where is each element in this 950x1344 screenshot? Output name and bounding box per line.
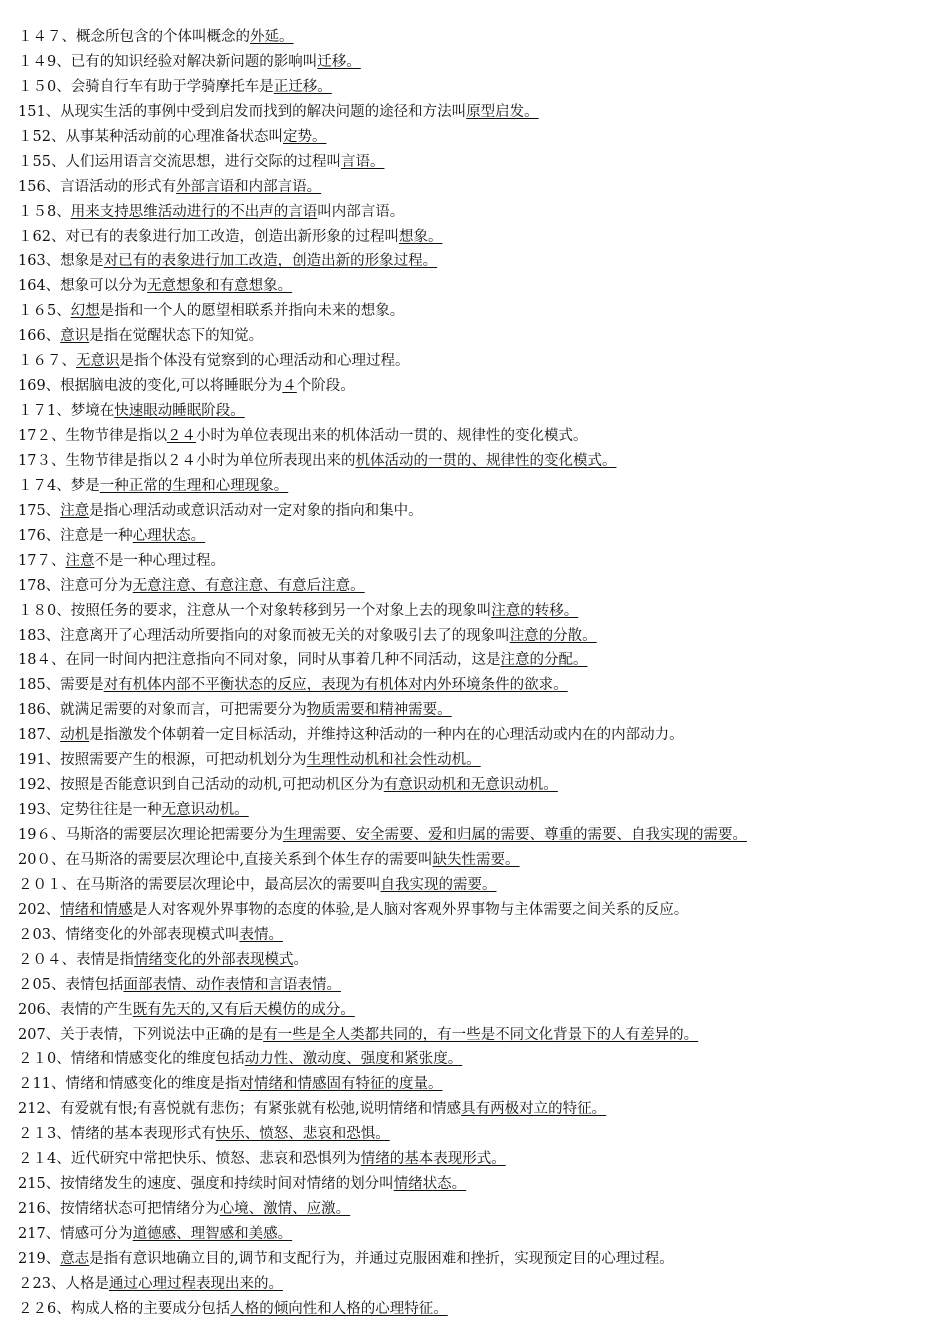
text-line [18, 125, 938, 150]
underlined-answer: 面部表情、动作表情和言语表情。 [123, 976, 341, 993]
text-line [18, 624, 938, 649]
underlined-answer: 外部言语和内部言语。 [176, 178, 322, 195]
text-segment: １55、人们运用语言交流思想，进行交际的过程叫 [18, 153, 341, 170]
text-segment: 是指个体没有觉察到的心理活动和心理过程。 [119, 353, 410, 370]
text-line [18, 574, 938, 599]
underlined-answer: 快乐、愤怒、悲哀和恐惧。 [215, 1126, 390, 1143]
underlined-answer: 注意的分配。 [500, 652, 588, 669]
text-segment: 206、表情的产生 [18, 1001, 133, 1018]
text-line [18, 324, 938, 349]
text-segment: 178、注意可分为 [18, 577, 133, 594]
text-line [18, 1097, 938, 1122]
underlined-answer: 心境、激情、应激。 [219, 1201, 351, 1218]
text-segment: 175、 [18, 502, 61, 519]
text-line [18, 50, 938, 75]
text-line [18, 474, 938, 499]
text-segment: 192、按照是否能意识到自己活动的动机,可把动机区分为 [18, 777, 384, 794]
text-line [18, 274, 938, 299]
text-segment: 151、从现实生活的事例中受到启发而找到的解决问题的途径和方法叫 [18, 103, 467, 120]
text-line [18, 1272, 938, 1297]
underlined-answer: 一种正常的生理和心理现象。 [99, 477, 289, 494]
text-line [18, 499, 938, 524]
text-segment: ２１0、情绪和情感变化的维度包括 [18, 1051, 245, 1068]
text-line [18, 25, 938, 50]
underlined-answer: 想象。 [398, 228, 443, 245]
text-line [18, 873, 938, 898]
text-line [18, 1222, 938, 1247]
underlined-answer: 通过心理过程表现出来的。 [108, 1275, 283, 1292]
text-line [18, 948, 938, 973]
text-segment: 183、注意离开了心理活动所要指向的对象而被无关的对象吸引去了的现象叫 [18, 627, 510, 644]
text-line [18, 898, 938, 923]
underlined-answer: 对有机体内部不平衡状态的反应，表现为有机体对内外环境条件的欲求。 [103, 677, 568, 694]
underlined-answer: 自我实现的需要。 [380, 876, 497, 893]
text-segment: １７4、梦是 [18, 477, 100, 494]
underlined-answer: 动机 [60, 727, 90, 744]
underlined-answer: 意志 [60, 1250, 90, 1267]
underlined-answer: 注意 [65, 552, 95, 569]
text-segment: １６5、 [18, 303, 71, 320]
underlined-answer: 快速眼动睡眠阶段。 [114, 403, 245, 420]
text-segment: １７1、梦境在 [18, 403, 115, 420]
text-segment: ２11、情绪和情感变化的维度是指 [18, 1076, 240, 1093]
text-segment: １５0、会骑自行车有助于学骑摩托车是 [18, 78, 274, 95]
text-line [18, 75, 938, 100]
underlined-answer: 用来支持思维活动进行的不出声的言语 [70, 203, 318, 220]
underlined-answer: 注意的分散。 [509, 627, 597, 644]
text-segment: 202、 [18, 901, 61, 918]
text-segment: 164、想象可以分为 [18, 278, 148, 295]
underlined-answer: 外延。 [250, 29, 294, 45]
text-line [18, 200, 938, 225]
text-segment: 216、按情绪状态可把情绪分为 [18, 1201, 220, 1218]
text-segment: ２05、表情包括 [18, 976, 124, 993]
underlined-answer: 无意识 [76, 353, 120, 370]
text-segment: 是人对客观外界事物的态度的体验,是人脑对客观外界事物与主体需要之间关系的反应。 [132, 901, 689, 918]
text-line [18, 1147, 938, 1172]
text-line [18, 100, 938, 125]
text-line [18, 848, 938, 873]
underlined-answer: 对情绪和情感固有特征的度量。 [239, 1076, 443, 1093]
underlined-answer: 注意的转移。 [491, 602, 579, 619]
text-line [18, 698, 938, 723]
underlined-answer: 情绪状态。 [393, 1176, 467, 1193]
underlined-answer: 人格的倾向性和人格的心理特征。 [230, 1300, 448, 1317]
text-segment: ２２6、构成人格的主要成分包括 [18, 1300, 231, 1317]
text-segment: 17２、生物节律是指以 [18, 428, 167, 444]
text-line [18, 1247, 938, 1272]
text-segment: ２23、人格是 [18, 1275, 109, 1292]
underlined-answer: 无意想象和有意想象。 [147, 278, 293, 295]
text-segment: 是指激发个体朝着一定目标活动，并维持这种活动的一种内在的心理活动或内在的内部动力。 [89, 727, 684, 744]
text-line [18, 1172, 938, 1197]
text-segment: ２０１、在马斯洛的需要层次理论中，最高层次的需要叫 [18, 876, 381, 893]
text-segment: 个阶段。 [296, 378, 355, 395]
text-segment: 是指在觉醒状态下的知觉。 [89, 328, 264, 345]
text-segment: 191、按照需要产生的根源，可把动机划分为 [18, 752, 307, 769]
underlined-answer: 幻想 [70, 303, 100, 320]
underlined-answer: 对已有的表象进行加工改造，创造出新的形象过程。 [103, 253, 438, 270]
text-line [18, 599, 938, 624]
text-segment: 19６、马斯洛的需要层次理论把需要分为 [18, 827, 283, 843]
text-segment: 163、想象是 [18, 253, 104, 270]
text-segment: 212、有爱就有恨;有喜悦就有悲伤；有紧张就有松弛,说明情绪和情感 [18, 1101, 462, 1118]
text-line [18, 549, 938, 574]
text-segment: 不是一种心理过程。 [94, 552, 225, 569]
text-line [18, 923, 938, 948]
text-line [18, 998, 938, 1023]
underlined-answer: 既有先天的,又有后天模仿的成分。 [132, 1001, 355, 1018]
text-segment: 小时为单位表现出来的机体活动一贯的、规律性的变化模式。 [195, 428, 588, 444]
text-segment: 207、关于表情，下列说法中正确的是 [18, 1026, 264, 1043]
text-segment: 219、 [18, 1250, 61, 1267]
text-segment: ２03、情绪变化的外部表现模式叫 [18, 926, 240, 943]
underlined-answer: ４ [282, 378, 297, 395]
underlined-answer: 情绪和情感 [60, 901, 133, 918]
underlined-answer: 缺失性需要。 [432, 851, 520, 868]
underlined-answer: 物质需要和精神需要。 [306, 702, 452, 719]
text-segment: ２０４、表情是指 [18, 951, 134, 968]
text-line [18, 1197, 938, 1222]
underlined-answer: 注意 [60, 502, 90, 519]
text-segment: 156、言语活动的形式有 [18, 178, 177, 195]
text-segment: 169、根据脑电波的变化,可以将睡眠分为 [18, 378, 283, 395]
text-segment: １６７、 [18, 353, 76, 370]
text-line [18, 399, 938, 424]
underlined-answer: 有意识动机和无意识动机。 [383, 777, 558, 794]
text-line [18, 1047, 938, 1072]
text-segment: １５8、 [18, 203, 71, 220]
underlined-answer: 心理状态。 [132, 527, 206, 544]
text-line [18, 1297, 938, 1322]
underlined-answer: 原型启发。 [466, 103, 539, 120]
text-segment: 是指心理活动或意识活动对一定对象的指向和集中。 [89, 502, 423, 519]
document-body [18, 25, 938, 1322]
text-segment: 193、定势往往是一种 [18, 802, 162, 819]
text-segment: 217、情感可分为 [18, 1226, 133, 1242]
text-segment: １62、对已有的表象进行加工改造，创造出新形象的过程叫 [18, 228, 399, 245]
text-line [18, 973, 938, 998]
text-segment: 是指有意识地确立目的,调节和支配行为，并通过克服困难和挫折，实现预定目的心理过程。 [89, 1250, 674, 1267]
text-line [18, 773, 938, 798]
text-line [18, 798, 938, 823]
underlined-answer: 无意识动机。 [161, 802, 249, 819]
underlined-answer: 无意注意、有意注意、有意后注意。 [132, 577, 365, 594]
text-line [18, 424, 938, 449]
underlined-answer: 机体活动的一贯的、规律性的变化模式。 [355, 452, 617, 469]
underlined-answer: 情绪变化的外部表现模式 [134, 951, 294, 968]
text-segment: ２１4、近代研究中常把快乐、愤怒、悲哀和恐惧列为 [18, 1151, 361, 1168]
text-line [18, 524, 938, 549]
text-line [18, 225, 938, 250]
text-segment: 是指和一个人的愿望相联系并指向未来的想象。 [99, 303, 405, 320]
text-segment: 。 [293, 951, 308, 968]
text-segment: １52、从事某种活动前的心理准备状态叫 [18, 128, 283, 145]
text-segment: 215、按情绪发生的速度、强度和持续时间对情绪的划分叫 [18, 1176, 394, 1193]
text-segment: 叫内部言语。 [317, 203, 405, 220]
underlined-answer: 道德感、理智感和美感。 [132, 1226, 293, 1242]
text-line [18, 1122, 938, 1147]
text-line [18, 175, 938, 200]
underlined-answer: 生理性动机和社会性动机。 [306, 752, 481, 769]
text-segment: 187、 [18, 727, 61, 744]
text-line [18, 249, 938, 274]
text-segment: ２１3、情绪的基本表现形式有 [18, 1126, 216, 1143]
underlined-answer: 有一些是全人类都共同的，有一些是不同文化背景下的人有差异的。 [263, 1026, 699, 1043]
text-segment: １４７、概念所包含的个体叫概念的 [18, 29, 250, 45]
underlined-answer: 具有两极对立的特征。 [461, 1101, 607, 1118]
text-segment: 186、就满足需要的对象而言，可把需要分为 [18, 702, 307, 719]
underlined-answer: 表情。 [239, 926, 283, 943]
text-segment: 17３、生物节律是指以２４小时为单位所表现出来的 [18, 452, 356, 469]
text-segment: １４9、已有的知识经验对解决新问题的影响叫 [18, 53, 318, 70]
text-line [18, 748, 938, 773]
text-line [18, 823, 938, 848]
underlined-answer: 迁移。 [317, 53, 361, 70]
underlined-answer: 意识 [60, 328, 90, 345]
text-segment: 185、需要是 [18, 677, 104, 694]
text-line [18, 673, 938, 698]
text-segment: 17７、 [18, 552, 66, 569]
underlined-answer: 生理需要、安全需要、爱和归属的需要、尊重的需要、自我实现的需要。 [282, 827, 747, 843]
text-line [18, 449, 938, 474]
text-segment: 18４、在同一时间内把注意指向不同对象，同时从事着几种不同活动，这是 [18, 652, 501, 669]
text-line [18, 150, 938, 175]
text-line [18, 299, 938, 324]
underlined-answer: 定势。 [282, 128, 327, 145]
text-line [18, 349, 938, 374]
underlined-answer: 正迁移。 [273, 78, 332, 95]
underlined-answer: 言语。 [340, 153, 385, 170]
text-line [18, 723, 938, 748]
text-segment: 166、 [18, 328, 61, 345]
text-line [18, 1023, 938, 1048]
underlined-answer: 情绪的基本表现形式。 [360, 1151, 506, 1168]
text-segment: 20０、在马斯洛的需要层次理论中,直接关系到个体生存的需要叫 [18, 851, 433, 868]
text-line [18, 1072, 938, 1097]
text-segment: １８0、按照任务的要求，注意从一个对象转移到另一个对象上去的现象叫 [18, 602, 492, 619]
text-segment: 176、注意是一种 [18, 527, 133, 544]
text-line [18, 648, 938, 673]
underlined-answer: ２４ [166, 428, 196, 444]
underlined-answer: 动力性、激动度、强度和紧张度。 [244, 1051, 463, 1068]
text-line [18, 374, 938, 399]
